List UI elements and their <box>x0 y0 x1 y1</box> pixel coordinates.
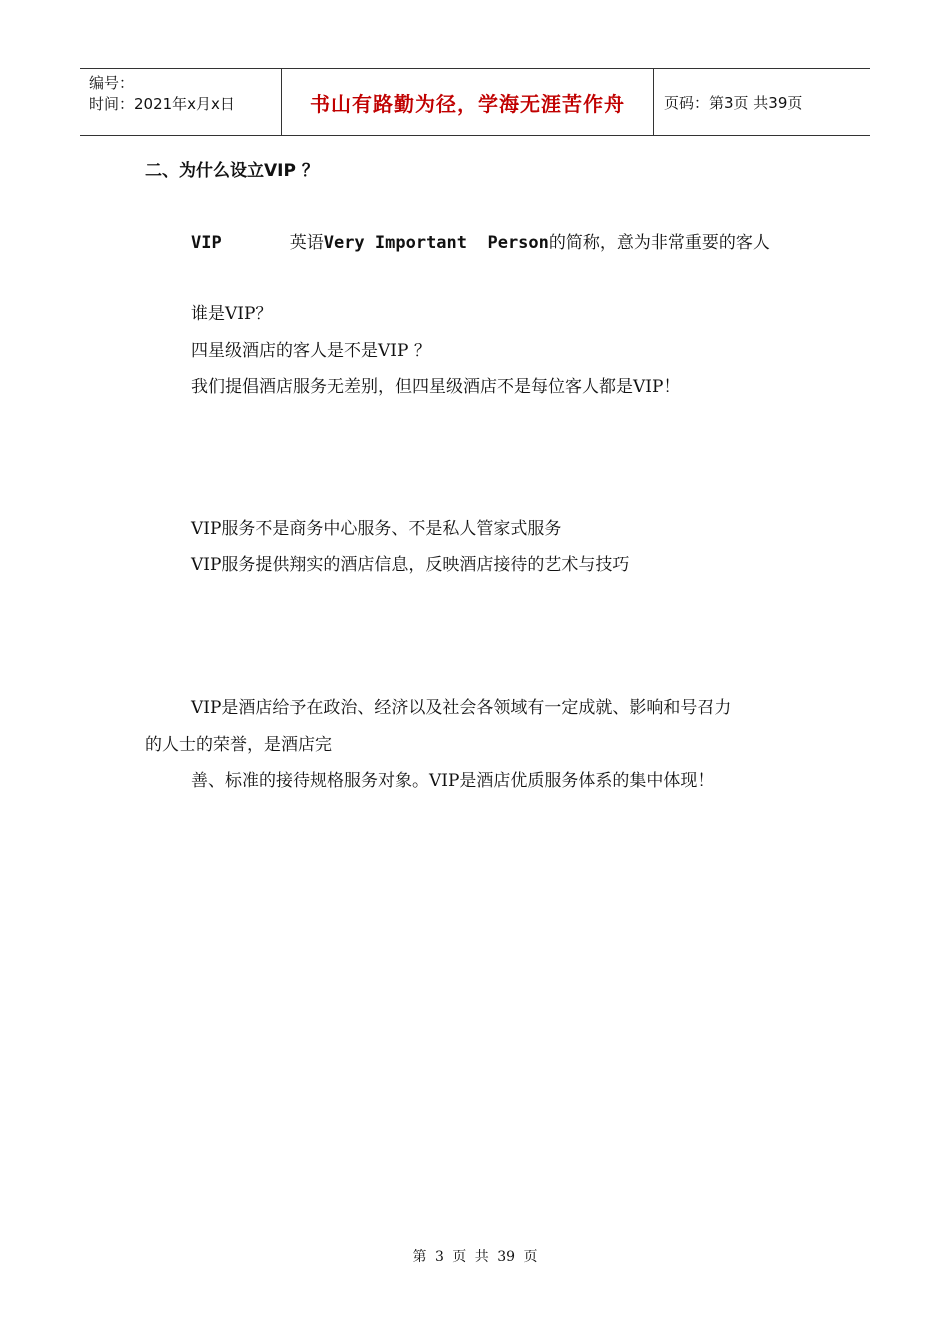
section-heading: 二、为什么设立VIP ？ <box>145 161 319 181</box>
definition-term: VIP <box>191 233 222 253</box>
statement-line: 我们提倡酒店服务无差别，但四星级酒店不是每位客人都是VIP！ <box>191 377 681 397</box>
definition-prefix: 英语 <box>289 233 324 253</box>
time-label: 时间：2021年x月x日 <box>89 95 235 113</box>
paragraph-line: 善、标准的接待规格服务对象。VIP是酒店优质服务体系的集中体现！ <box>191 771 715 791</box>
header-page-cell <box>654 69 870 135</box>
service-line: VIP服务提供翔实的酒店信息，反映酒店接待的艺术与技巧 <box>191 555 630 575</box>
page-footer: 第 3 页 共 39 页 <box>412 1249 538 1265</box>
number-label: 编号： <box>89 74 135 92</box>
definition-line <box>191 232 770 254</box>
definition-english: Very Important Person <box>323 233 549 253</box>
service-line: VIP服务不是商务中心服务、不是私人管家式服务 <box>191 519 562 539</box>
definition-suffix: 的简称，意为非常重要的客人 <box>548 233 770 253</box>
paragraph-line: VIP是酒店给予在政治、经济以及社会各领域有一定成就、影响和号召力 <box>191 698 732 718</box>
header-motto-cell <box>282 69 654 135</box>
header-meta-cell <box>80 69 282 135</box>
page-info: 页码：第3页 共39页 <box>664 93 803 112</box>
question-line: 四星级酒店的客人是不是VIP ？ <box>191 341 431 361</box>
page-header <box>80 68 870 136</box>
question-line: 谁是VIP？ <box>191 304 273 324</box>
motto: 书山有路勤为径，学海无涯苦作舟 <box>310 91 625 116</box>
paragraph-line: 的人士的荣誉，是酒店完 <box>145 735 332 755</box>
